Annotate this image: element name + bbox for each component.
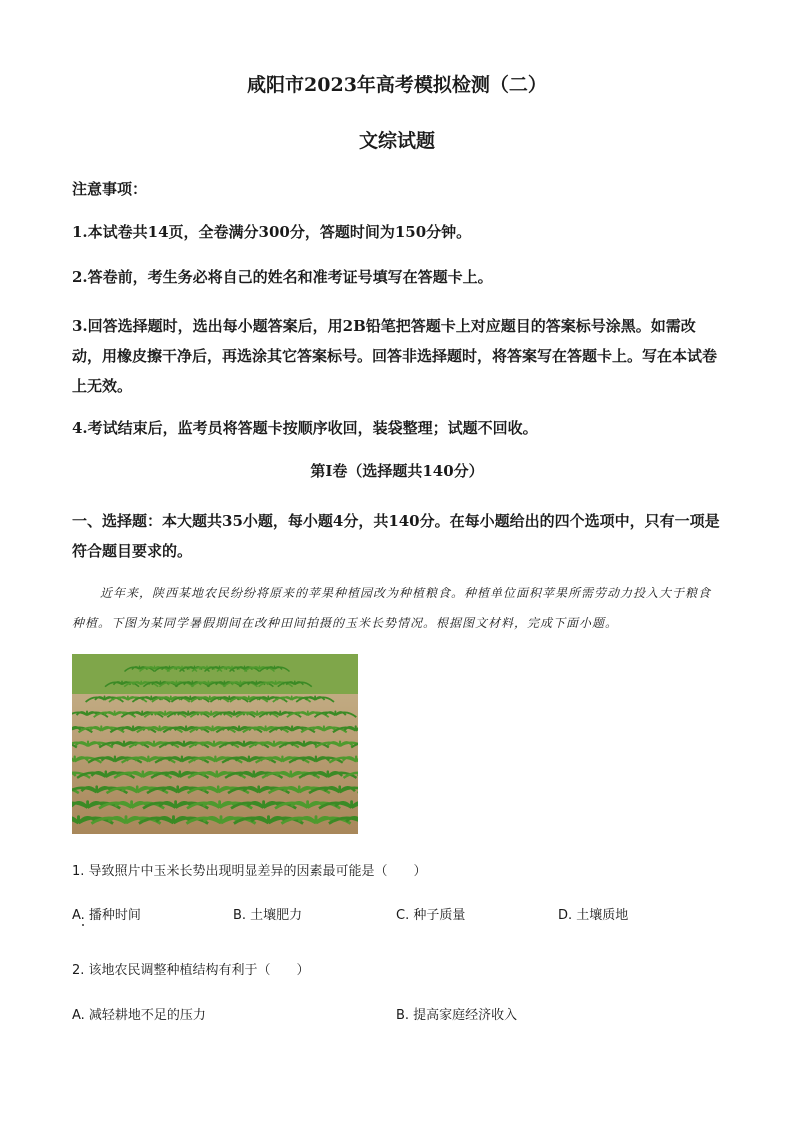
reading-passage	[72, 578, 722, 638]
q1-option-c[interactable]: C. 种子质量	[396, 908, 466, 923]
stray-mark	[82, 924, 84, 926]
section-instructions: 一、选择题：本大题共35小题，每小题4分，共140分。在每小题给出的四个选项中，只有一项是符合题目要求的。	[72, 512, 720, 560]
question-2-stem: 2. 该地农民调整种植结构有利于（ ）	[72, 963, 310, 978]
q1-option-a[interactable]: A. 播种时间	[72, 908, 141, 923]
notice-item: 3.回答选择题时，选出每小题答案后，用2B铅笔把答题卡上对应题目的答案标号涂黑。如需改动，用橡皮擦干净后，再选涂其它答案标号。回答非选择题时，将答案写在答题卡上。写在本试卷上无效。	[72, 317, 718, 395]
page-title: 咸阳市2023年高考模拟检测（二）	[247, 74, 547, 96]
notice-item: 2.答卷前，考生务必将自己的姓名和准考证号填写在答题卡上。	[72, 268, 493, 286]
passage-text: 近年来，陕西某地农民纷纷将原来的苹果种植园改为种植粮食。种植单位面积苹果所需劳动力投入大于粮食种植。下图为某同学暑假期间在改种田间拍摄的玉米长势情况。根据图文材料，完成下面小题。	[72, 586, 712, 630]
section-title: 第Ⅰ卷（选择题共140分）	[310, 462, 484, 480]
q2-option-a[interactable]: A. 减轻耕地不足的压力	[72, 1008, 206, 1023]
notice-item: 4.考试结束后，监考员将答题卡按顺序收回，装袋整理；试题不回收。	[72, 419, 538, 437]
q1-option-b[interactable]: B. 土壤肥力	[233, 908, 303, 923]
q1-option-d[interactable]: D. 土壤质地	[558, 908, 629, 923]
page-subtitle: 文综试题	[358, 130, 435, 152]
notice-item: 1.本试卷共14页，全卷满分300分，答题时间为150分钟。	[72, 223, 472, 241]
notice-heading: 注意事项：	[72, 180, 148, 198]
corn-field-photo	[72, 654, 358, 834]
q2-option-b[interactable]: B. 提高家庭经济收入	[396, 1008, 518, 1023]
question-1-stem: 1. 导致照片中玉米长势出现明显差异的因素最可能是（ ）	[72, 864, 427, 879]
